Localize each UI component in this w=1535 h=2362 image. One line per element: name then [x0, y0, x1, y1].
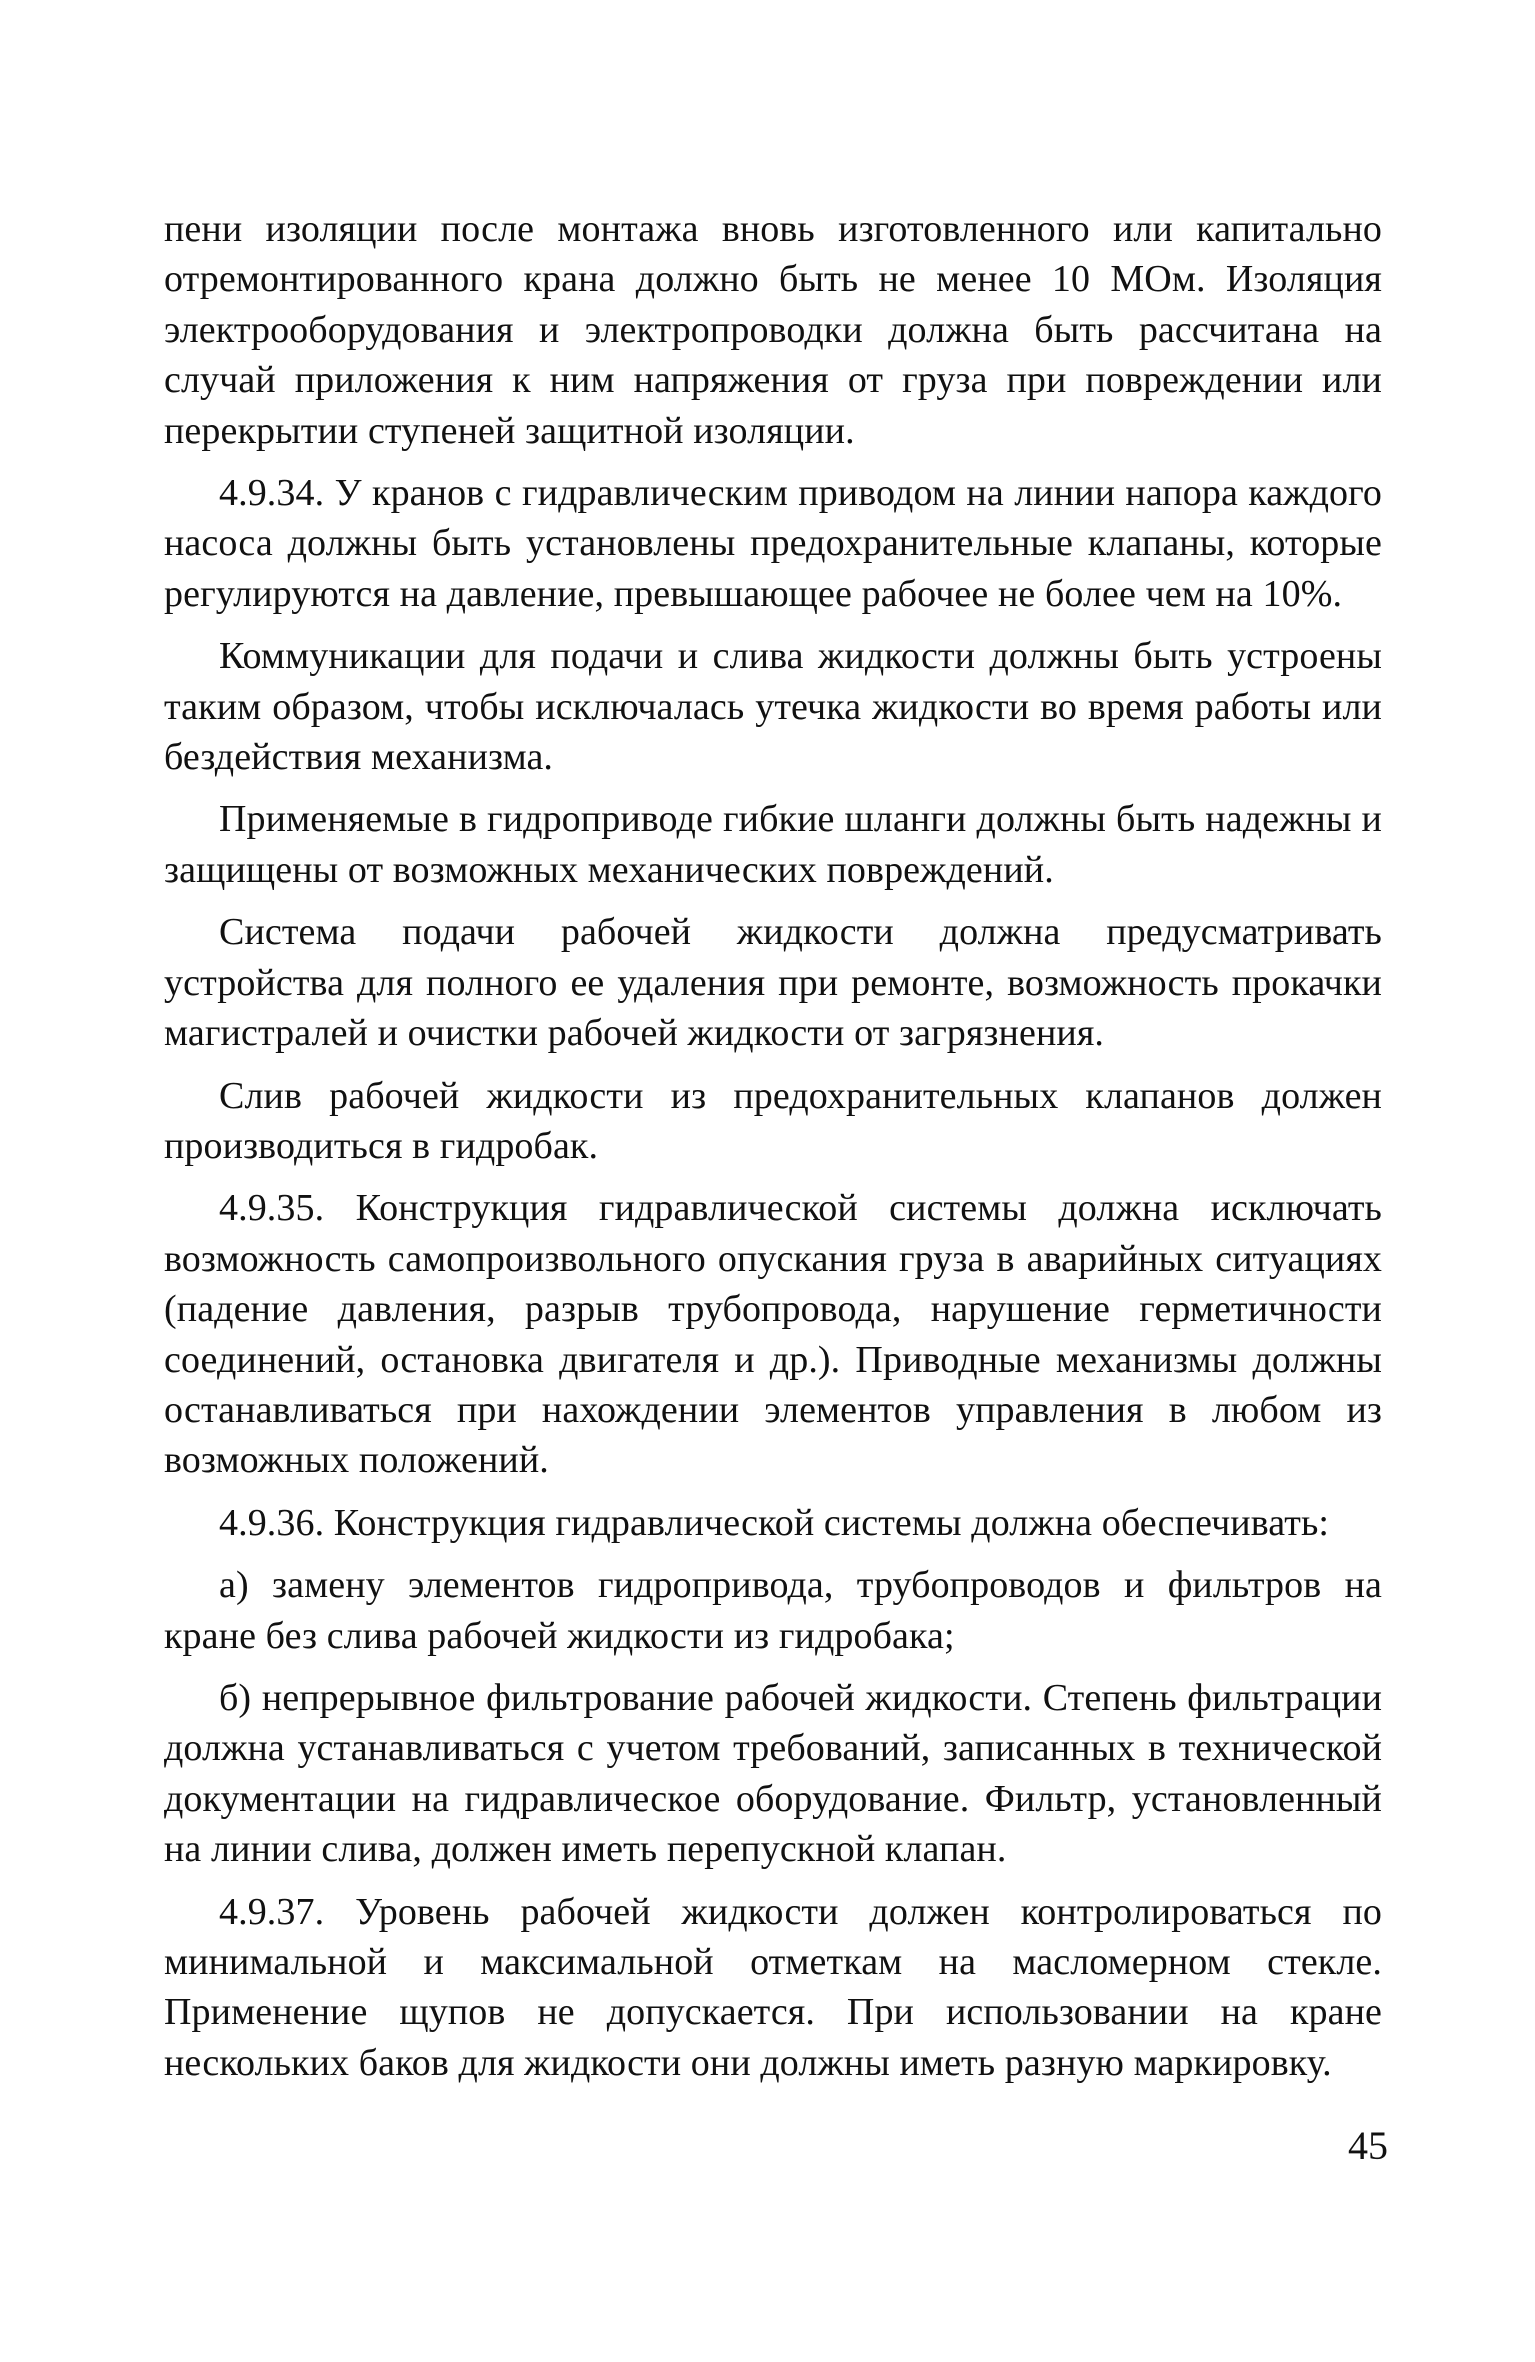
paragraph-item-b: б) непрерывное фильтрование рабочей жидкости. Степень фильтрации должна устанавливаться с учетом требований, записанных в технической документации на гидравлическое оборудование. Фильтр, установленный на линии слива, должен иметь перепускной клапан.: [164, 1676, 1382, 1871]
paragraph-4-9-37: 4.9.37. Уровень рабочей жидкости должен контролироваться по минимальной и максимальной отметкам на масломерном стекле. Применение щупов не допускается. При использовании на кране нескольких баков для жидкости они должны иметь разную маркировку.: [164, 1890, 1382, 2084]
paragraph-4-9-34: 4.9.34. У кранов с гидравлическим приводом на линии напора каждого насоса должны быть установлены предохранительные клапаны, которые регулируются на давление, превышающее рабочее не более чем на 10%.: [164, 472, 1382, 615]
paragraph-drain: Слив рабочей жидкости из предохранительных клапанов должен производиться в гидробак.: [164, 1074, 1382, 1167]
paragraph-item-a: а) замену элементов гидропривода, трубопроводов и фильтров на кране без слива рабочей жидкости из гидробака;: [164, 1564, 1382, 1657]
paragraph-flexible-hoses: Применяемые в гидроприводе гибкие шланги должны быть надежны и защищены от возможных механических повреждений.: [164, 798, 1382, 891]
paragraph-communications: Коммуникации для подачи и слива жидкости должны быть устроены таким образом, чтобы исключалась утечка жидкости во время работы или бездействия механизма.: [164, 635, 1382, 779]
paragraph-supply-system: Система подачи рабочей жидкости должна предусматривать устройства для полного ее удаления при ремонте, возможность прокачки магистралей и очистки рабочей жидкости от загрязнения.: [164, 911, 1382, 1055]
page-number: 45: [1348, 2123, 1388, 2168]
paragraph-4-9-35: 4.9.35. Конструкция гидравлической системы должна исключать возможность самопроизвольного опускания груза в аварийных ситуациях (падение давления, разрыв трубопровода, нарушение герметичности соединений, остановка двигателя и др.). Приводные механизмы должны останавливаться при нахождении элементов управления в любом из возможных положений.: [164, 1187, 1382, 1482]
body-text: [164, 204, 1382, 2100]
paragraph-4-9-36: 4.9.36. Конструкция гидравлической системы должна обеспечивать:: [219, 1501, 1330, 1544]
paragraph-insulation-resistance: пени изоляции после монтажа вновь изготовленного или капитально отремонтированного крана должно быть не менее 10 МОм. Изоляция электрооборудования и электропроводки должна быть рассчитана на случай приложения к ним напряжения от груза при повреждении или перекрытии ступеней защитной изоляции.: [164, 208, 1382, 452]
